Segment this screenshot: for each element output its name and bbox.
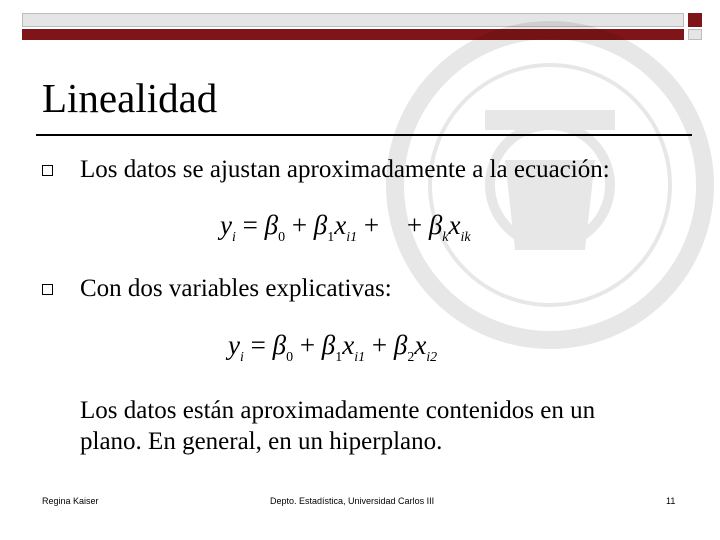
eq2-plus-1: + bbox=[299, 330, 316, 360]
eq2-beta2: β bbox=[393, 330, 408, 360]
footer-author: Regina Kaiser bbox=[42, 496, 99, 506]
equation-general bbox=[220, 210, 471, 246]
eq2-equals: = bbox=[250, 330, 266, 360]
eq1-beta0: β bbox=[264, 210, 279, 240]
eq2-x1-sub: i1 bbox=[354, 350, 366, 365]
eq2-beta1-sub: 1 bbox=[335, 350, 343, 365]
eq2-beta1: β bbox=[321, 330, 336, 360]
eq1-beta1-sub: 1 bbox=[327, 230, 335, 245]
header-square-light bbox=[688, 29, 702, 40]
paragraph-line-1: Los datos están aproximadamente contenidos en un bbox=[80, 397, 596, 424]
eq1-beta0-sub: 0 bbox=[278, 230, 286, 245]
footer-department: Depto. Estadística, Universidad Carlos III bbox=[270, 496, 435, 506]
footer-page-number: 11 bbox=[666, 496, 676, 506]
eq1-xk-sub: ik bbox=[460, 230, 471, 245]
equation-two-variables bbox=[228, 330, 437, 366]
eq2-beta2-sub: 2 bbox=[407, 350, 415, 365]
eq2-x2: x bbox=[414, 330, 427, 360]
header-bars bbox=[0, 0, 720, 44]
eq2-beta0: β bbox=[272, 330, 287, 360]
eq1-y-sub: i bbox=[231, 230, 236, 245]
eq1-ellipsis: +􏰀 bbox=[363, 210, 401, 240]
title-divider bbox=[36, 134, 692, 136]
eq2-x2-sub: i2 bbox=[426, 350, 438, 365]
slide-title: Linealidad bbox=[42, 75, 218, 121]
eq2-y: y bbox=[228, 330, 240, 360]
bullet-marker bbox=[42, 165, 53, 176]
bullet-marker bbox=[42, 284, 53, 295]
bullet-text-1: Los datos se ajustan aproximadamente a la ecuación: bbox=[80, 156, 610, 183]
eq2-x1: x bbox=[342, 330, 355, 360]
eq1-equals: = bbox=[242, 210, 258, 240]
eq2-beta0-sub: 0 bbox=[286, 350, 294, 365]
header-bar-dark bbox=[22, 29, 684, 40]
eq1-x1: x bbox=[334, 210, 347, 240]
eq1-betak: β bbox=[428, 210, 443, 240]
eq1-beta1: β bbox=[313, 210, 328, 240]
eq2-plus-2: + bbox=[371, 330, 388, 360]
eq2-y-sub: i bbox=[239, 350, 244, 365]
eq1-plus: + bbox=[291, 210, 308, 240]
university-seal-watermark bbox=[385, 20, 715, 350]
paragraph-line-2: plano. En general, en un hiperplano. bbox=[80, 428, 443, 455]
bullet-text-2: Con dos variables explicativas: bbox=[80, 275, 392, 302]
header-square-dark bbox=[688, 13, 702, 27]
eq1-plus-k: + bbox=[406, 210, 423, 240]
header-bar-light bbox=[22, 13, 684, 27]
eq1-betak-sub: k bbox=[442, 230, 449, 245]
eq1-x1-sub: i1 bbox=[346, 230, 358, 245]
eq1-y: y bbox=[220, 210, 232, 240]
eq1-xk: x bbox=[448, 210, 461, 240]
